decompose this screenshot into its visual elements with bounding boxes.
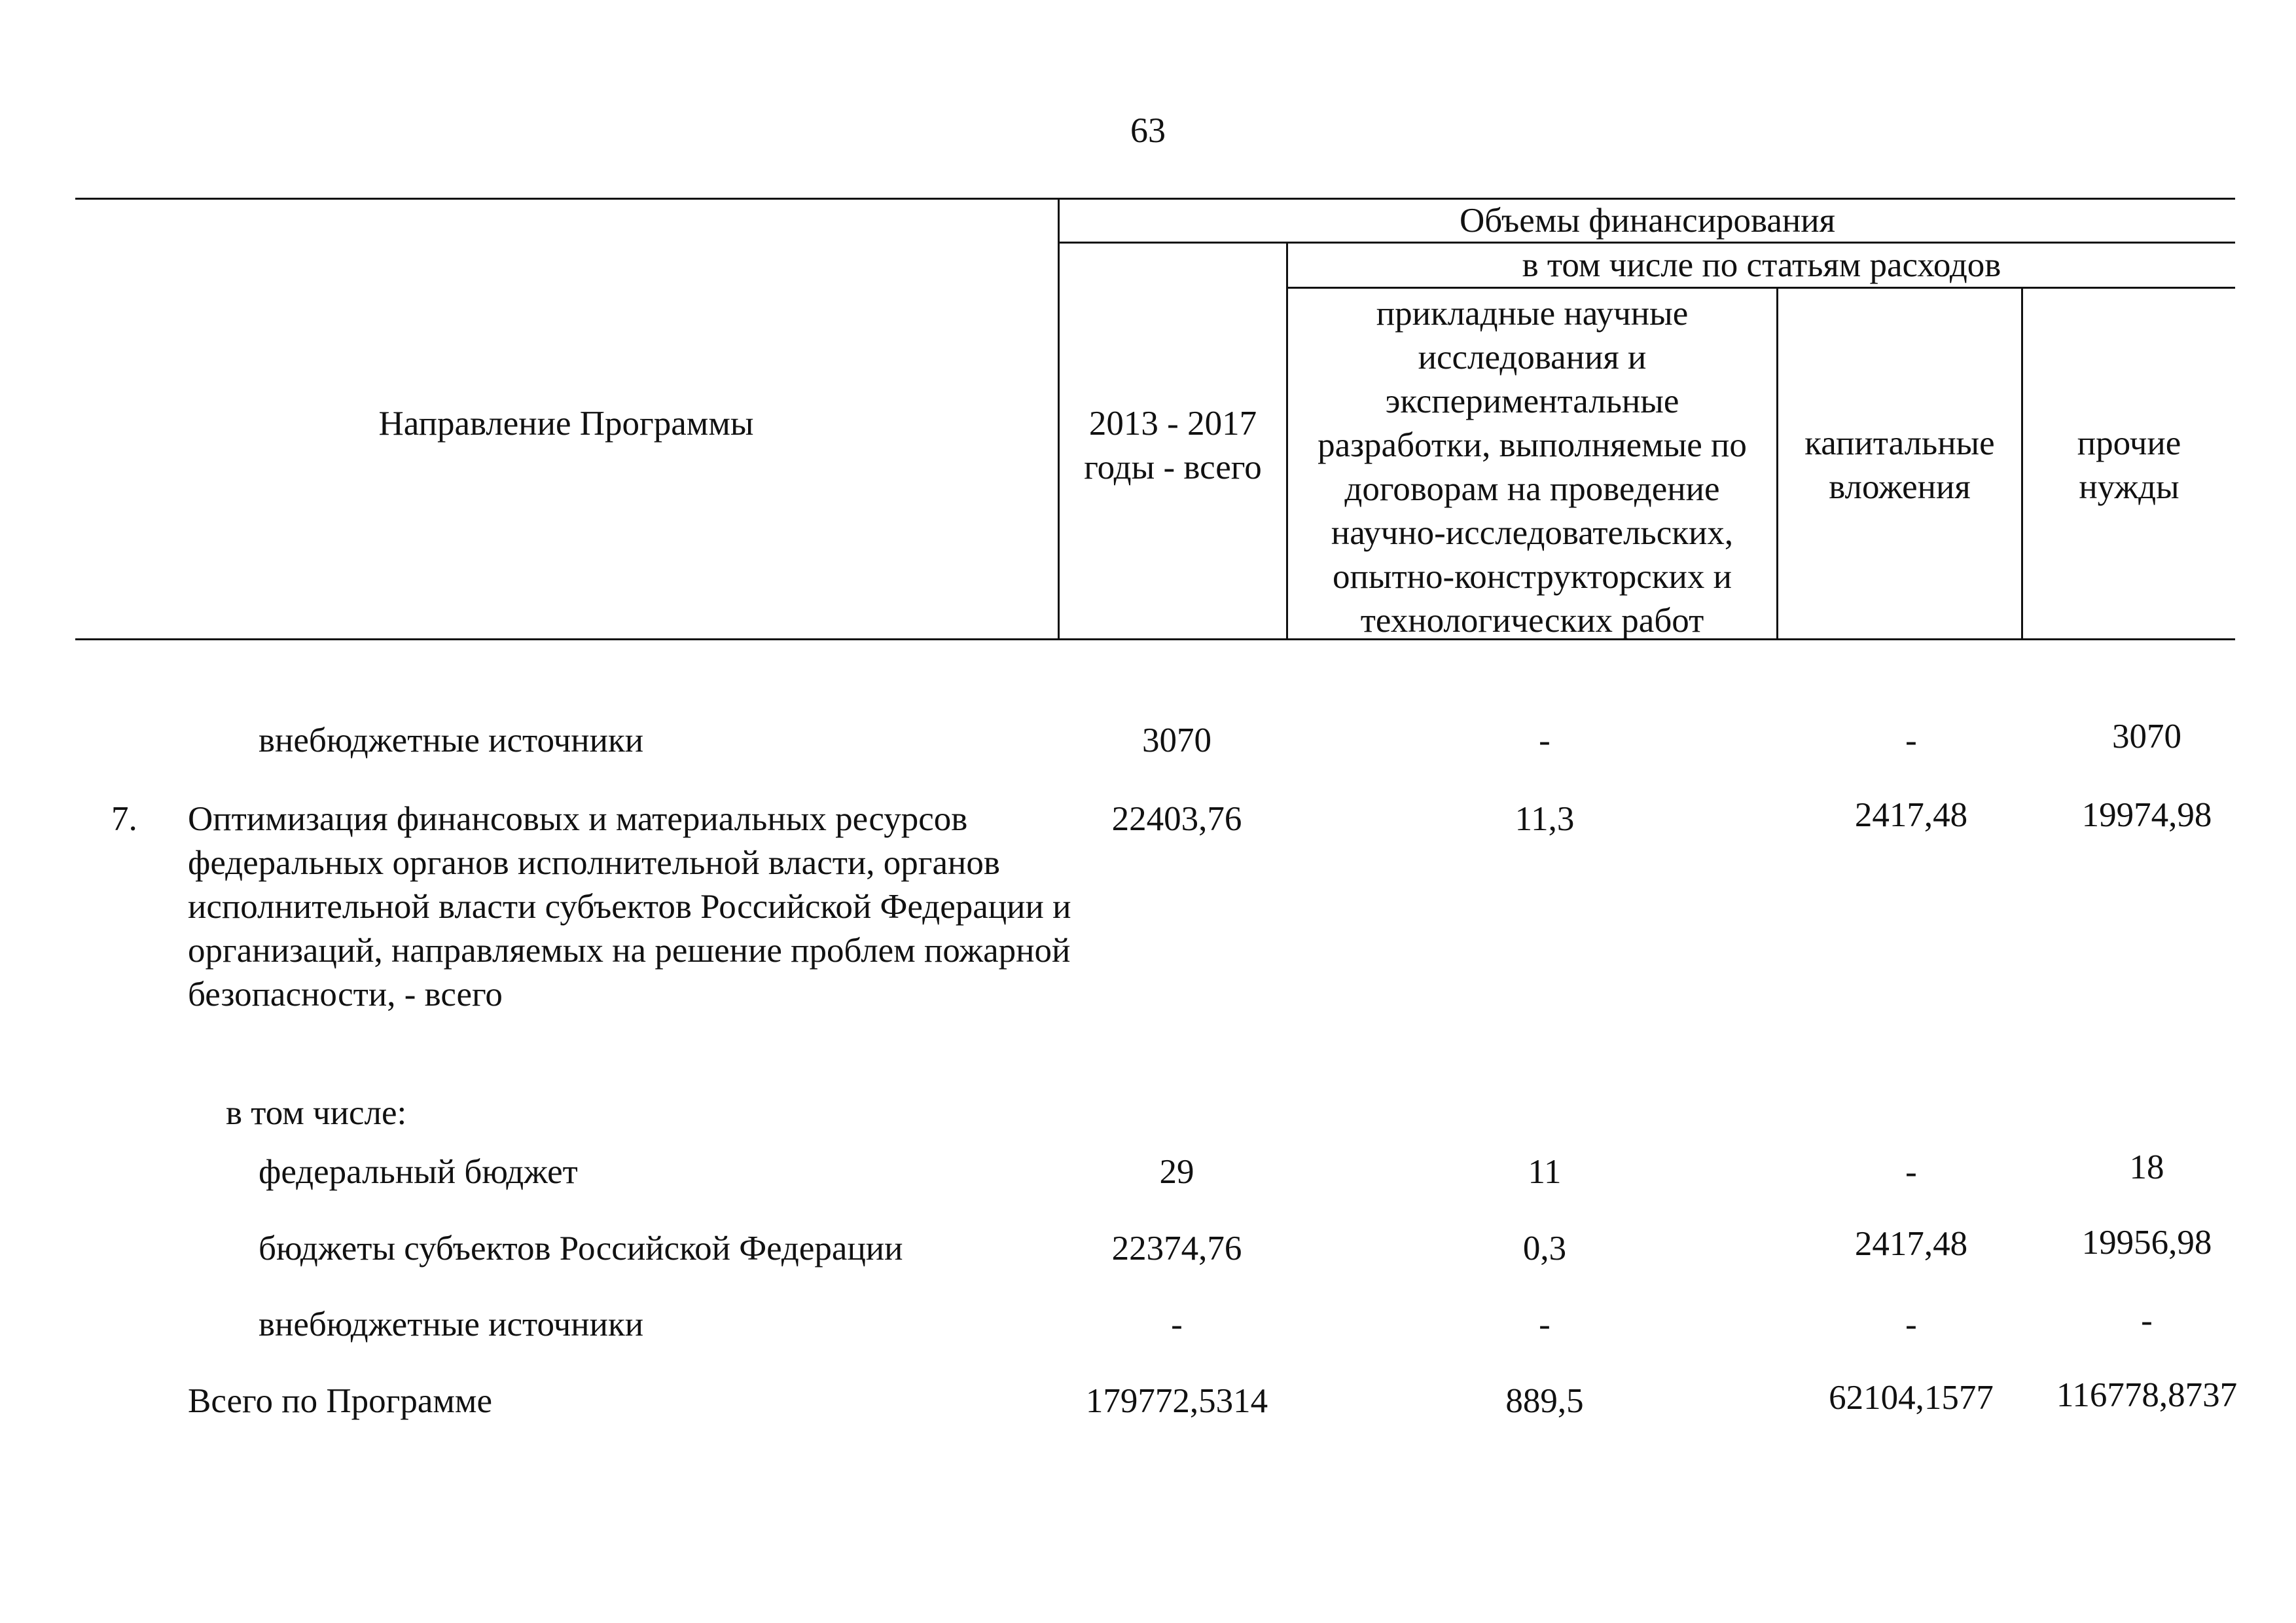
cell-other: 3070 [2112, 718, 2181, 756]
cell-capital: 2417,48 [1854, 1225, 1968, 1263]
header-capital: капитальные вложения [1804, 424, 1995, 506]
row-label: федеральный бюджет [259, 1153, 578, 1191]
row-label: Всего по Программе [188, 1382, 492, 1420]
cell-capital: 62104,1577 [1829, 1379, 1994, 1417]
cell-capital: 2417,48 [1854, 796, 1968, 834]
cell-total: 29 [1159, 1153, 1194, 1191]
cell-capital: - [1905, 1153, 1917, 1191]
cell-total: 22403,76 [1111, 800, 1242, 838]
row-label: внебюджетные источники [259, 1305, 644, 1343]
header-other: прочие нужды [2077, 424, 2181, 506]
cell-research: 889,5 [1505, 1382, 1584, 1420]
cell-total: 22374,76 [1111, 1230, 1242, 1267]
cell-capital: - [1905, 1305, 1917, 1343]
item-number: 7. [111, 800, 137, 838]
header-bottom-border [75, 638, 2235, 640]
header-direction: Направление Программы [378, 405, 754, 443]
cell-total: 179772,5314 [1085, 1382, 1268, 1420]
row-label: Оптимизация финансовых и материальных ресурсов федеральных органов исполнительной власти, органов исполнительной власти субъектов Российской Федерации и организаций, направляемых на решение проблем пожарной безопасности, - всего [188, 800, 1071, 1013]
header-total: 2013 - 2017 годы - всего [1084, 405, 1262, 486]
header-by-items: в том числе по статьям расходов [1522, 246, 2001, 284]
page-number: 63 [1130, 111, 1166, 150]
cell-research: - [1539, 721, 1551, 759]
cell-research: 11,3 [1515, 800, 1575, 838]
cell-research: 11 [1528, 1153, 1562, 1191]
cell-other: 19956,98 [2081, 1224, 2212, 1262]
row-label: внебюджетные источники [259, 721, 644, 759]
header-funding: Объемы финансирования [1459, 202, 1836, 240]
cell-other: 19974,98 [2081, 796, 2212, 834]
cell-research: - [1539, 1305, 1551, 1343]
cell-other: - [2141, 1302, 2153, 1340]
cell-total: 3070 [1142, 721, 1211, 759]
cell-other: 18 [2129, 1148, 2164, 1186]
header-research: прикладные научные исследования и экспериментальные разработки, выполняемые по договорам на проведение научно-исследовательских, опытно-конструкторских и технологических работ [1318, 295, 1747, 640]
including-label: в том числе: [226, 1094, 407, 1132]
cell-research: 0,3 [1522, 1230, 1567, 1267]
cell-capital: - [1905, 721, 1917, 759]
row-label: бюджеты субъектов Российской Федерации [259, 1230, 903, 1267]
cell-other: 116778,8737 [2056, 1376, 2238, 1414]
cell-total: - [1171, 1305, 1183, 1343]
